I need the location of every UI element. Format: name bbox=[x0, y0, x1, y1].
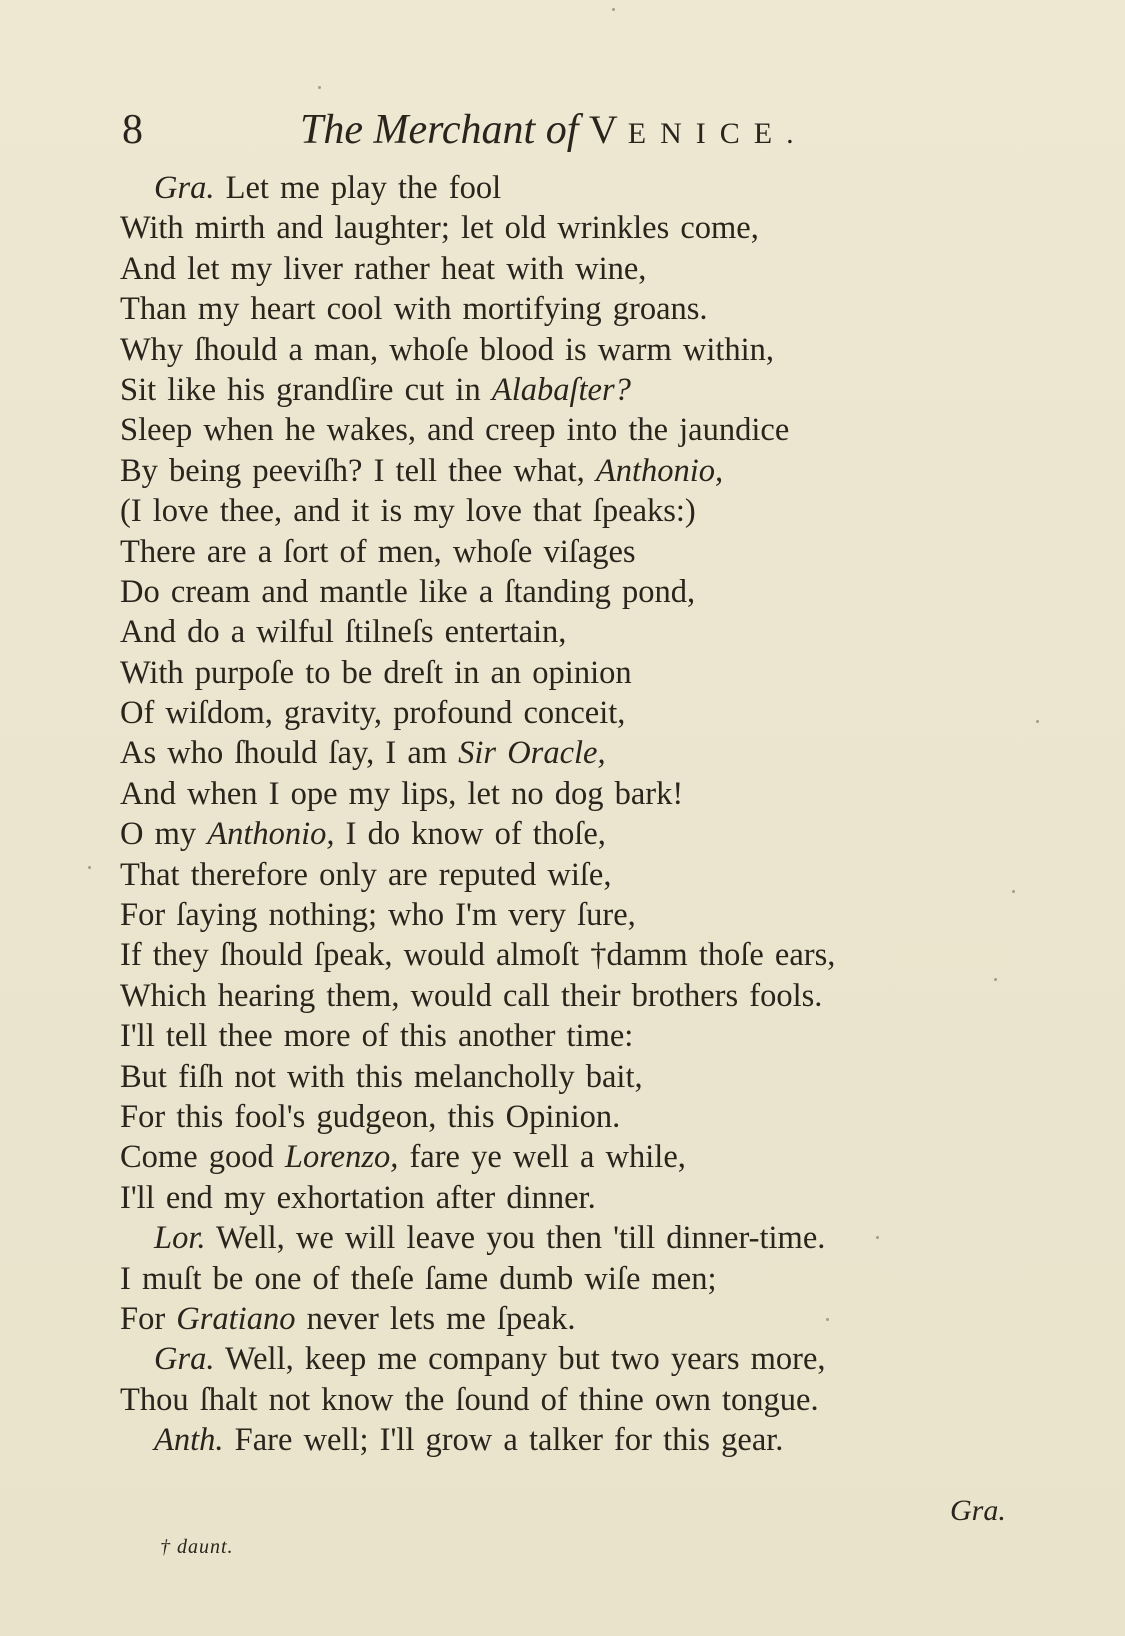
text-line bbox=[120, 1178, 1020, 1218]
text-line bbox=[120, 814, 1020, 854]
roman-text: Sleep when he wakes, and creep into the jaundice bbox=[120, 412, 790, 449]
roman-text: With mirth and laughter; let old wrinkles come, bbox=[120, 210, 759, 247]
paper-speck bbox=[318, 86, 321, 89]
roman-text: For bbox=[120, 1300, 177, 1337]
text-line bbox=[120, 370, 1020, 410]
italic-text: Sir Oracle, bbox=[458, 735, 606, 772]
roman-text: And when I ope my lips, let no dog bark! bbox=[120, 775, 684, 812]
text-line bbox=[120, 1299, 1020, 1339]
roman-text: Than my heart cool with mortifying groans. bbox=[120, 291, 708, 328]
roman-text: For this fool's gudgeon, this Opinion. bbox=[120, 1098, 621, 1135]
text-line bbox=[120, 935, 1020, 975]
play-text bbox=[120, 168, 1020, 1461]
paper-speck bbox=[1012, 890, 1015, 893]
roman-text: By being peeviſh? I tell thee what, bbox=[120, 452, 596, 489]
paper-speck bbox=[612, 8, 615, 11]
roman-text: I muſt be one of theſe ſame dumb wiſe men; bbox=[120, 1260, 717, 1297]
running-title-smallcaps bbox=[589, 107, 808, 152]
paper-speck bbox=[88, 866, 91, 869]
italic-text: Anth. bbox=[154, 1422, 224, 1459]
text-line bbox=[120, 1380, 1020, 1420]
running-title bbox=[300, 100, 808, 164]
paper-speck bbox=[994, 978, 997, 981]
text-line bbox=[120, 330, 1020, 370]
roman-text: And let my liver rather heat with wine, bbox=[120, 250, 647, 287]
text-line bbox=[120, 976, 1020, 1016]
text-line bbox=[120, 855, 1020, 895]
page-number: 8 bbox=[122, 107, 143, 153]
catchword: Gra. bbox=[950, 1494, 1006, 1527]
running-title-italic: The Merchant of bbox=[300, 107, 579, 153]
italic-text: Lor. bbox=[154, 1220, 206, 1257]
italic-text: Alabaſter? bbox=[491, 371, 631, 408]
text-line bbox=[120, 451, 1020, 491]
roman-text: I do know of thoſe, bbox=[334, 816, 606, 853]
roman-text: Do cream and mantle like a ſtanding pond, bbox=[120, 573, 696, 610]
text-line bbox=[120, 1016, 1020, 1056]
text-line bbox=[120, 168, 1020, 208]
roman-text: Well, keep me company but two years more, bbox=[214, 1341, 826, 1378]
text-line bbox=[120, 410, 1020, 450]
text-line bbox=[120, 572, 1020, 612]
roman-text: Which hearing them, would call their brothers fools. bbox=[120, 977, 823, 1014]
roman-text: Come good bbox=[120, 1139, 285, 1176]
italic-text: Anthonio, bbox=[207, 816, 335, 853]
text-line bbox=[120, 1339, 1020, 1379]
italic-text: Gra. bbox=[154, 170, 215, 206]
roman-text: never lets me ſpeak. bbox=[295, 1300, 576, 1337]
italic-text: Lorenzo, bbox=[284, 1139, 399, 1176]
roman-text: And do a wilful ſtilneſs entertain, bbox=[120, 614, 567, 651]
roman-text: O my bbox=[120, 816, 208, 853]
roman-text: That therefore only are reputed wiſe, bbox=[120, 856, 612, 893]
text-line bbox=[120, 1057, 1020, 1097]
text-line bbox=[120, 733, 1020, 773]
text-line bbox=[120, 249, 1020, 289]
roman-text: If they ſhould ſpeak, would almoſt †damm thoſe ears, bbox=[120, 937, 836, 974]
roman-text: fare ye well a while, bbox=[398, 1139, 686, 1176]
italic-text: Gratiano bbox=[176, 1300, 296, 1337]
italic-text: Anthonio, bbox=[595, 452, 724, 489]
text-line bbox=[120, 1259, 1020, 1299]
roman-text: Why ſhould a man, whoſe blood is warm within, bbox=[120, 331, 775, 368]
roman-text: (I love thee, and it is my love that ſpeaks:) bbox=[120, 493, 696, 530]
footnote: † daunt. bbox=[160, 1536, 234, 1558]
roman-text: Sit like his grandſire cut in bbox=[120, 371, 492, 408]
roman-text: As who ſhould ſay, I am bbox=[120, 735, 459, 772]
text-line bbox=[120, 693, 1020, 733]
roman-text: For ſaying nothing; who I'm very ſure, bbox=[120, 897, 636, 934]
roman-text: Fare well; I'll grow a talker for this gear. bbox=[223, 1422, 784, 1459]
roman-text: Let me play the fool bbox=[214, 170, 502, 206]
text-line bbox=[120, 1420, 1020, 1460]
running-title-initial: V bbox=[588, 107, 628, 152]
text-line bbox=[120, 1097, 1020, 1137]
text-line bbox=[120, 653, 1020, 693]
text-line bbox=[120, 491, 1020, 531]
roman-text: Of wiſdom, gravity, profound conceit, bbox=[120, 695, 626, 732]
roman-text: With purpoſe to be dreſt in an opinion bbox=[120, 654, 632, 691]
text-line bbox=[120, 895, 1020, 935]
text-line bbox=[120, 1137, 1020, 1177]
italic-text: Gra. bbox=[154, 1341, 215, 1378]
roman-text: But fiſh not with this melancholly bait, bbox=[120, 1058, 643, 1095]
roman-text: Well, we will leave you then 'till dinner-time. bbox=[205, 1220, 826, 1257]
roman-text: I'll tell thee more of this another time: bbox=[120, 1018, 634, 1055]
text-line bbox=[120, 1218, 1020, 1258]
paper-speck bbox=[1036, 720, 1039, 723]
text-line bbox=[120, 532, 1020, 572]
roman-text: There are a ſort of men, whoſe viſages bbox=[120, 533, 636, 570]
text-line bbox=[120, 289, 1020, 329]
text-line bbox=[120, 612, 1020, 652]
text-line bbox=[120, 774, 1020, 814]
paper-speck bbox=[876, 1236, 879, 1239]
text-line bbox=[120, 208, 1020, 248]
roman-text: I'll end my exhortation after dinner. bbox=[120, 1179, 596, 1216]
paper-speck bbox=[826, 1318, 829, 1321]
running-title-rest: ENICE. bbox=[627, 117, 808, 150]
running-header bbox=[122, 100, 882, 160]
roman-text: Thou ſhalt not know the ſound of thine own tongue. bbox=[120, 1381, 819, 1418]
